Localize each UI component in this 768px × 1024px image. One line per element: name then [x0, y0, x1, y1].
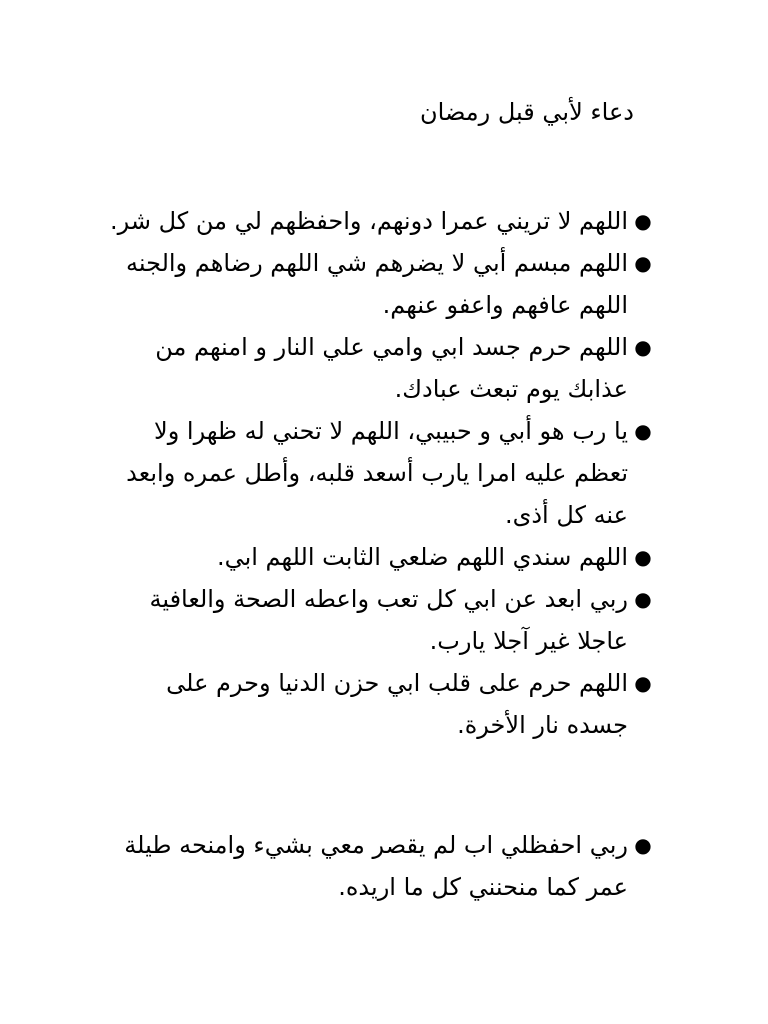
prayer-item-text: اللهم حرم على قلب ابي حزن الدنيا وحرم على جسده نار الأخرة.	[166, 669, 628, 739]
bullet-icon: ●	[634, 587, 652, 611]
bullet-icon: ●	[634, 335, 652, 359]
prayer-item-text: يا رب هو أبي و حبيبي، اللهم لا تحني له ظهرا ولا تعظم عليه امرا يارب أسعد قلبه، وأطل عمره وابعد عنه كل أذى.	[126, 417, 628, 529]
bullet-icon: ●	[634, 209, 652, 233]
prayer-item-text: اللهم لا تريني عمرا دونهم، واحفظهم لي من كل شر.	[110, 207, 628, 235]
prayer-item-8	[98, 824, 658, 908]
bullet-icon: ●	[634, 833, 652, 857]
prayer-item-7	[98, 662, 658, 746]
prayer-item-4	[98, 410, 658, 536]
prayer-item-text: اللهم سندي اللهم ضلعي الثابت اللهم ابي.	[216, 543, 628, 571]
bullet-icon: ●	[634, 671, 652, 695]
bullet-icon: ●	[634, 545, 652, 569]
prayer-item-text: ربي احفظلي اب لم يقصر معي بشيء وامنحه طيلة عمر كما منحنني كل ما اريده.	[124, 831, 628, 901]
bullet-icon: ●	[634, 251, 652, 275]
prayer-item-3	[98, 326, 658, 410]
prayer-item-text: اللهم حرم جسد ابي وامي علي النار و امنهم من عذابك يوم تبعث عبادك.	[155, 333, 628, 403]
prayer-item-5	[98, 536, 658, 578]
prayer-list-final	[98, 824, 658, 908]
prayer-item-2	[98, 242, 658, 326]
prayer-item-text: ربي ابعد عن ابي كل تعب واعطه الصحة والعافية عاجلا غير آجلا يارب.	[149, 585, 628, 655]
prayer-item-6	[98, 578, 658, 662]
bullet-icon: ●	[634, 419, 652, 443]
prayer-list	[98, 200, 658, 746]
prayer-item-1	[98, 200, 658, 242]
document-title: دعاء لأبي قبل رمضان	[420, 98, 634, 126]
prayer-item-text: اللهم مبسم أبي لا يضرهم شي اللهم رضاهم والجنه اللهم عافهم واعفو عنهم.	[125, 249, 628, 319]
